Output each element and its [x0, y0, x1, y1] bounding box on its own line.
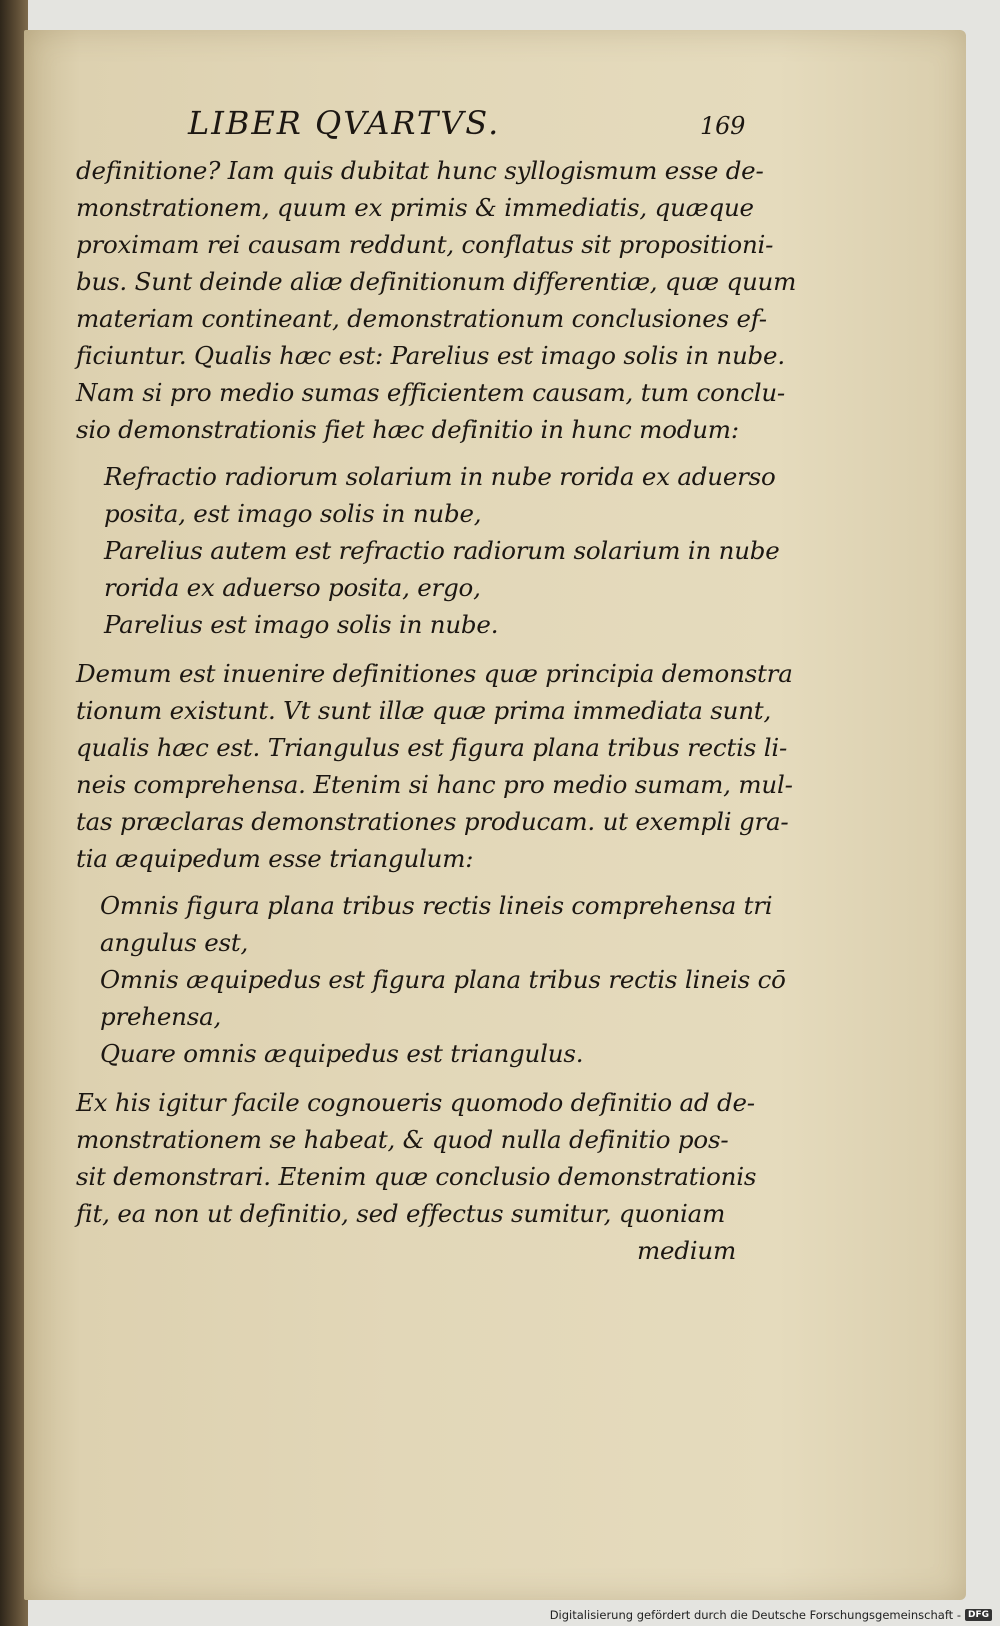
catchword: medium — [636, 1236, 736, 1265]
text-line: sit demonstrari. Etenim quæ conclusio demonstrationis — [76, 1162, 757, 1191]
text-line: tionum existunt. Vt sunt illæ quæ prima immediata sunt, — [76, 696, 772, 725]
syllogism-line: angulus est, — [100, 928, 249, 957]
text-line: Nam si pro medio sumas efficientem causam, tum conclu- — [76, 378, 786, 407]
text-line: monstrationem, quum ex primis & immediatis, quæque — [76, 193, 754, 222]
syllogism-line: Omnis figura plana tribus rectis lineis comprehensa tri — [100, 891, 773, 920]
syllogism-line: Parelius autem est refractio radiorum solarium in nube — [104, 536, 780, 565]
syllogism-line: Refractio radiorum solarium in nube rorida ex aduerso — [104, 462, 776, 491]
syllogism-line: prehensa, — [100, 1002, 222, 1031]
spacer — [76, 643, 756, 655]
text-line: ficiuntur. Qualis hæc est: Parelius est imago solis in nube. — [76, 341, 785, 370]
syllogism-line: posita, est imago solis in nube, — [104, 499, 482, 528]
text-line: qualis hæc est. Triangulus est figura plana tribus rectis li- — [76, 733, 788, 762]
page-number: 169 — [700, 112, 746, 140]
syllogism-line: Omnis æquipedus est figura plana tribus rectis lineis cō — [100, 965, 786, 994]
text-line: materiam contineant, demonstrationum conclusiones ef- — [76, 304, 767, 333]
text-line: definitione? Iam quis dubitat hunc syllogismum esse de- — [76, 156, 764, 185]
credit-text: Digitalisierung gefördert durch die Deutsche Forschungsgemeinschaft - — [549, 1608, 961, 1622]
text-line: tia æquipedum esse triangulum: — [76, 844, 474, 873]
spacer — [76, 1072, 756, 1084]
syllogism-line: Quare omnis æquipedus est triangulus. — [100, 1039, 584, 1068]
text-line: bus. Sunt deinde aliæ definitionum differentiæ, quæ quum — [76, 267, 797, 296]
text-line: Demum est inuenire definitiones quæ principia demonstra — [76, 659, 793, 688]
text-line: tas præclaras demonstrationes producam. ut exempli gra- — [76, 807, 789, 836]
text-line: Ex his igitur facile cognoueris quomodo definitio ad de- — [76, 1088, 755, 1117]
text-line: sio demonstrationis fiet hæc definitio in hunc modum: — [76, 415, 739, 444]
spacer — [76, 877, 756, 887]
spacer — [76, 448, 756, 458]
running-head: LIBER QVARTVS. — [188, 104, 501, 142]
page-body-text — [76, 152, 797, 1269]
text-line: monstrationem se habeat, & quod nulla definitio pos- — [76, 1125, 729, 1154]
syllogism-line: rorida ex aduerso posita, ergo, — [104, 573, 481, 602]
digitization-credit — [550, 1608, 992, 1622]
text-line: proximam rei causam reddunt, conflatus sit propositioni- — [76, 230, 774, 259]
syllogism-line: Parelius est imago solis in nube. — [104, 610, 499, 639]
text-line: neis comprehensa. Etenim si hanc pro medio sumam, mul- — [76, 770, 793, 799]
text-line: fit, ea non ut definitio, sed effectus sumitur, quoniam — [76, 1199, 726, 1228]
dfg-logo: DFG — [965, 1609, 992, 1621]
